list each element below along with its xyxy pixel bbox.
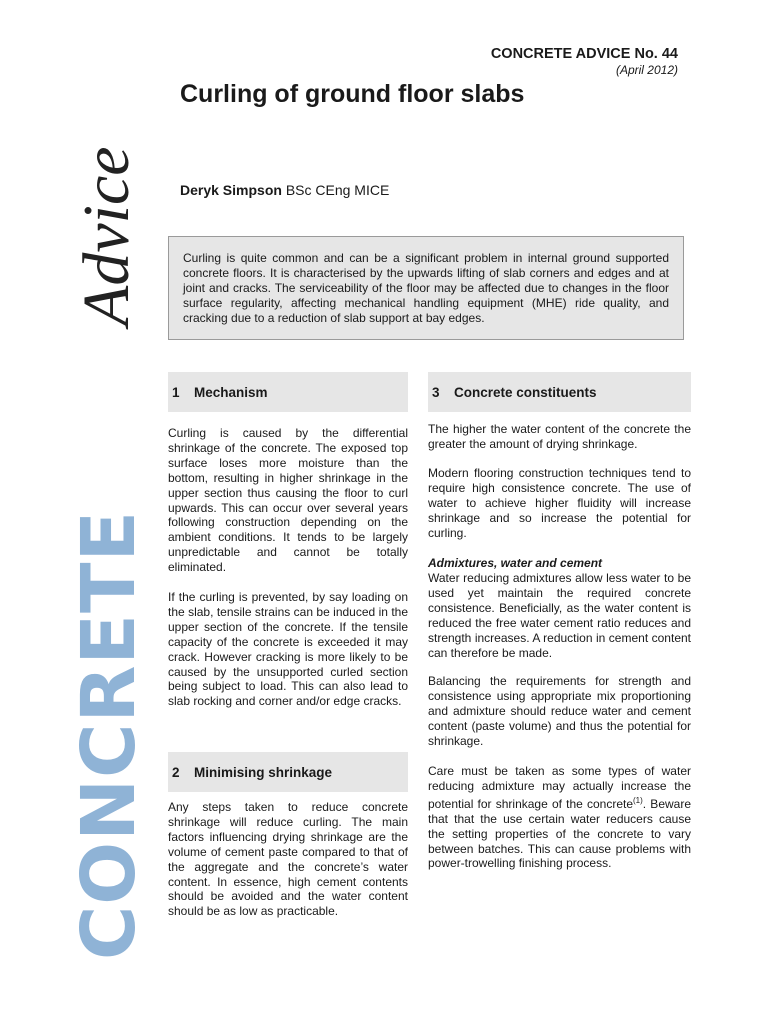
brand-concrete-wordmark: CONCRETE (66, 509, 152, 960)
reference-marker: (1) (633, 795, 643, 805)
section-2-header (168, 752, 408, 792)
page-title: Curling of ground floor slabs (180, 80, 525, 108)
paragraph: Balancing the requirements for strength and consistence using appropriate mix proportioning and admixture should reduce water and cement content (paste volume) and thus the potential for shrinkage. (428, 674, 691, 748)
section-number: 3 (432, 384, 440, 400)
author-name: Deryk Simpson (180, 182, 282, 198)
paragraph: Water reducing admixtures allow less water to be used yet maintain the required concrete consistence. Beneficially, as the water content is reduced the free water cement ratio reduces and strength increases. A reduction in cement content can therefore be made. (428, 571, 691, 660)
paragraph: If the curling is prevented, by say loading on the slab, tensile strains can be induced in the upper section of the concrete. If the tensile capacity of the concrete is exceeded it may crack. However cracking is more likely to be caused by the unsupported curled section being subject to load. This can also lead to slab rocking and corner and/or edge cracks. (168, 590, 408, 709)
paragraph-text: . Beware that that the use certain water reducers cause the setting properties of the concrete to vary between batches. This can cause problems with power-trowelling finishing process. (428, 796, 691, 871)
section-title: Mechanism (194, 384, 268, 400)
author-credentials: BSc CEng MICE (281, 182, 390, 198)
section-3-header (428, 372, 691, 412)
document-date: (April 2012) (615, 63, 678, 77)
section-title: Concrete constituents (454, 384, 597, 400)
paragraph: The higher the water content of the concrete the greater the amount of drying shrinkage. (428, 422, 691, 451)
document-number: CONCRETE ADVICE No. 44 (490, 46, 678, 62)
section-title: Minimising shrinkage (194, 764, 333, 780)
brand-advice-wordmark: Advice (70, 146, 143, 326)
summary-box: Curling is quite common and can be a significant problem in internal ground supported concrete floors. It is characterised by the upwards lifting of slab corners and edges and at joint and cracks. The serviceability of the floor may be affected due to changes in the floor surface regularity, affecting mechanical handling equipment (MHE) ride quality, and cracking due to a reduction of slab support at bay edges. (168, 236, 684, 340)
section-number: 2 (172, 764, 180, 780)
author-line (180, 182, 389, 198)
paragraph: Any steps taken to reduce concrete shrinkage will reduce curling. The main factors influencing drying shrinkage are the volume of cement paste compared to that of the aggregate and the concrete’s water content. In essence, high cement contents should be avoided and the water content should be as low as practicable. (168, 800, 408, 919)
paragraph (428, 764, 691, 871)
subheading: Admixtures, water and cement (428, 556, 603, 570)
section-number: 1 (172, 384, 180, 400)
paragraph-text: Care must be taken as some types of water reducing admixture may actually increase the potential for shrinkage of the concrete (428, 764, 691, 811)
paragraph: Modern flooring construction techniques tend to require high consistence concrete. The use of water to achieve higher fluidity will increase shrinkage and so increase the potential for curling. (428, 466, 691, 540)
section-1-header (168, 372, 408, 412)
paragraph: Curling is caused by the differential shrinkage of the concrete. The exposed top surface loses more moisture than the bottom, resulting in higher shrinkage in the upper section thus causing the floor to curl upwards. This can occur over several years following construction depending on the ambient conditions. It tends to be largely unpredictable and cannot be totally eliminated. (168, 426, 408, 575)
